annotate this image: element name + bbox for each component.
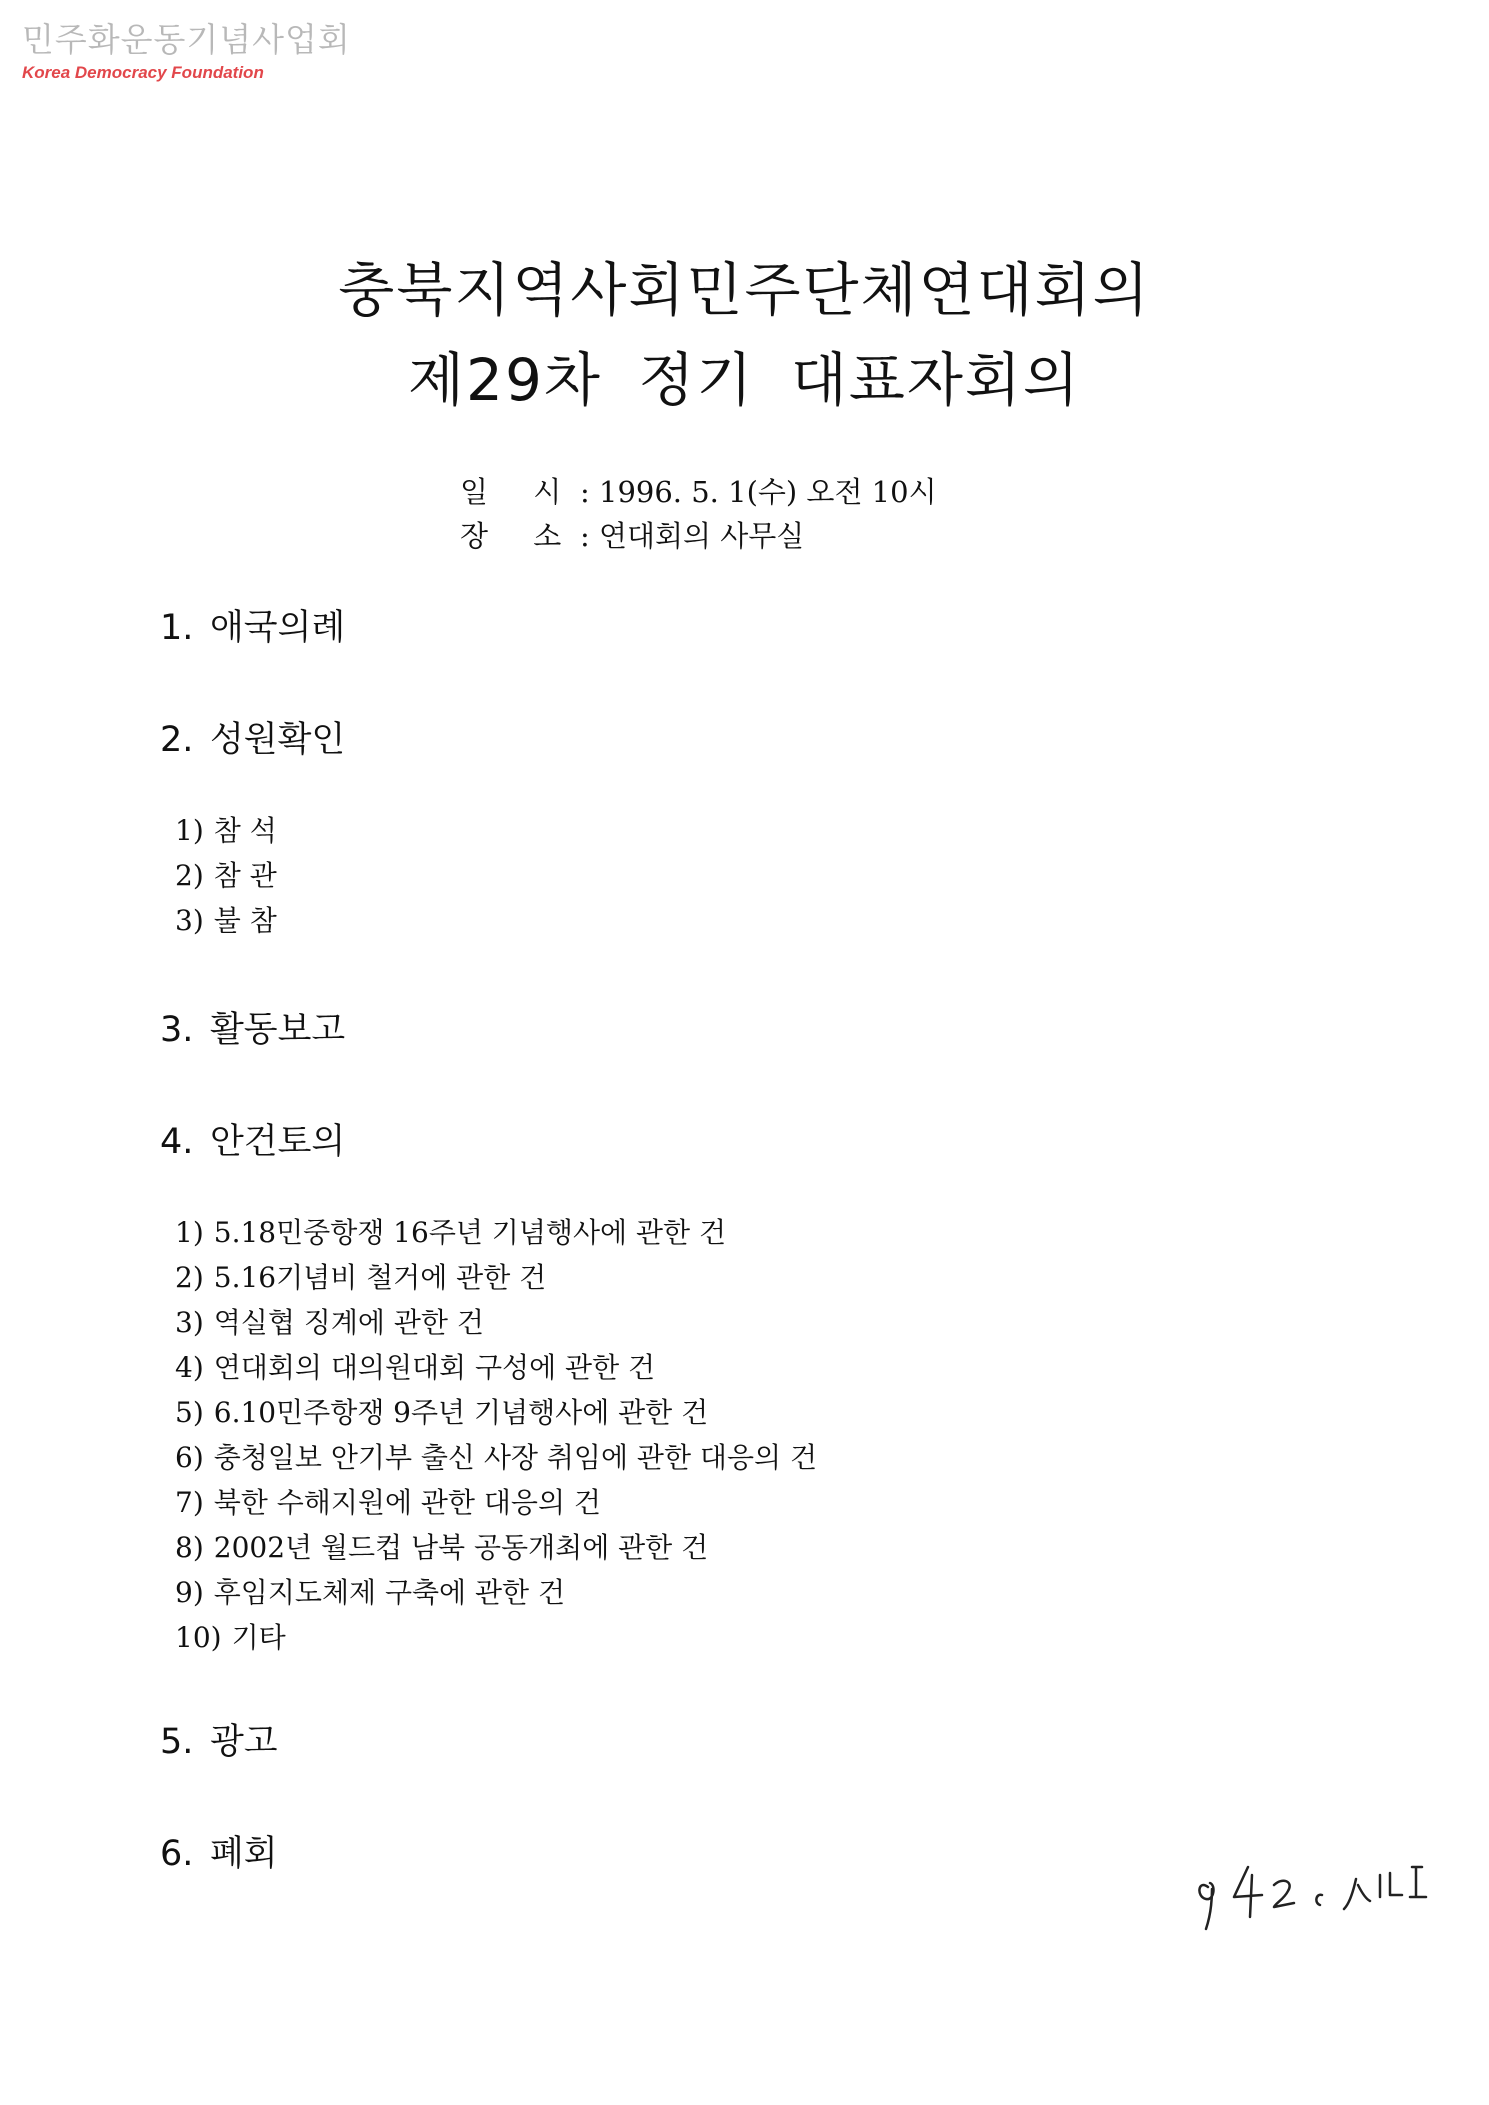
document-title-line2: 제29차 정기 대표자회의 bbox=[408, 346, 1081, 414]
section-heading-1 bbox=[160, 600, 345, 650]
list-item-number: 9) bbox=[175, 1576, 204, 1609]
meeting-place-value: : 연대회의 사무실 bbox=[580, 519, 805, 553]
list-item-number: 4) bbox=[175, 1351, 204, 1384]
list-item-text: 6.10민주항쟁 9주년 기념행사에 관한 건 bbox=[213, 1396, 709, 1429]
section-heading-6 bbox=[160, 1826, 278, 1876]
section-title: 활동보고 bbox=[210, 1010, 346, 1050]
watermark-org-name-en: Korea Democracy Foundation bbox=[22, 63, 264, 82]
list-item-text: 불 참 bbox=[213, 904, 277, 937]
list-item-number: 8) bbox=[175, 1531, 204, 1564]
meeting-date-value: : 1996. 5. 1(수) 오전 10시 bbox=[580, 475, 937, 509]
section-number: 4. bbox=[160, 1122, 194, 1162]
list-item-text: 충청일보 안기부 출신 사장 취임에 관한 대응의 건 bbox=[213, 1441, 818, 1474]
list-item-text: 역실협 징계에 관한 건 bbox=[213, 1306, 484, 1339]
list-item-number: 3) bbox=[175, 1306, 204, 1339]
list-item-text: 후임지도체제 구축에 관한 건 bbox=[213, 1576, 566, 1609]
section-heading-5 bbox=[160, 1714, 278, 1764]
list-item-text: 참 관 bbox=[213, 859, 277, 892]
section-title: 애국의례 bbox=[210, 608, 346, 648]
list-item-number: 2) bbox=[175, 859, 204, 892]
list-item-number: 2) bbox=[175, 1261, 204, 1294]
list-item-number: 10) bbox=[175, 1621, 222, 1654]
list-item bbox=[175, 1255, 817, 1300]
list-item-number: 1) bbox=[175, 814, 204, 847]
section-number: 1. bbox=[160, 608, 194, 648]
list-item bbox=[175, 1345, 817, 1390]
meeting-place-label: 장 소 bbox=[460, 519, 580, 553]
section-number: 5. bbox=[160, 1722, 194, 1762]
section-title: 안건토의 bbox=[210, 1122, 346, 1162]
list-item-number: 3) bbox=[175, 904, 204, 937]
list-item bbox=[175, 1615, 817, 1660]
list-item-text: 5.16기념비 철거에 관한 건 bbox=[213, 1261, 547, 1294]
list-item bbox=[175, 1435, 817, 1480]
section-number: 6. bbox=[160, 1834, 194, 1874]
section-number: 2. bbox=[160, 720, 194, 760]
document-title-line1: 충북지역사회민주단체연대회의 bbox=[338, 256, 1151, 324]
meeting-date-label: 일 시 bbox=[460, 475, 580, 509]
agenda-list bbox=[175, 1210, 817, 1660]
list-item-text: 연대회의 대의원대회 구성에 관한 건 bbox=[213, 1351, 656, 1384]
list-item-number: 7) bbox=[175, 1486, 204, 1519]
section-heading-4 bbox=[160, 1114, 345, 1164]
list-item bbox=[175, 808, 277, 853]
list-item-number: 1) bbox=[175, 1216, 204, 1249]
attendance-list bbox=[175, 808, 277, 943]
section-number: 3. bbox=[160, 1010, 194, 1050]
section-heading-3 bbox=[160, 1002, 345, 1052]
list-item-number: 5) bbox=[175, 1396, 204, 1429]
meeting-info bbox=[460, 470, 937, 558]
list-item bbox=[175, 853, 277, 898]
list-item-text: 참 석 bbox=[213, 814, 277, 847]
list-item-text: 2002년 월드컵 남북 공동개최에 관한 건 bbox=[213, 1531, 709, 1564]
watermark-org-name-ko: 민주화운동기념사업회 bbox=[22, 20, 351, 59]
handwritten-annotation bbox=[1190, 1845, 1460, 1935]
list-item bbox=[175, 898, 277, 943]
list-item bbox=[175, 1525, 817, 1570]
section-heading-2 bbox=[160, 712, 345, 762]
list-item bbox=[175, 1480, 817, 1525]
list-item bbox=[175, 1300, 817, 1345]
list-item-text: 북한 수해지원에 관한 대응의 건 bbox=[213, 1486, 601, 1519]
list-item-text: 기타 bbox=[231, 1621, 286, 1654]
list-item-text: 5.18민중항쟁 16주년 기념행사에 관한 건 bbox=[213, 1216, 726, 1249]
list-item bbox=[175, 1210, 817, 1255]
section-title: 폐회 bbox=[210, 1834, 278, 1874]
list-item bbox=[175, 1570, 817, 1615]
section-title: 광고 bbox=[210, 1722, 278, 1762]
watermark-logo bbox=[22, 18, 351, 84]
meeting-place-row bbox=[460, 514, 937, 558]
section-title: 성원확인 bbox=[210, 720, 346, 760]
list-item bbox=[175, 1390, 817, 1435]
list-item-number: 6) bbox=[175, 1441, 204, 1474]
meeting-date-row bbox=[460, 470, 937, 514]
